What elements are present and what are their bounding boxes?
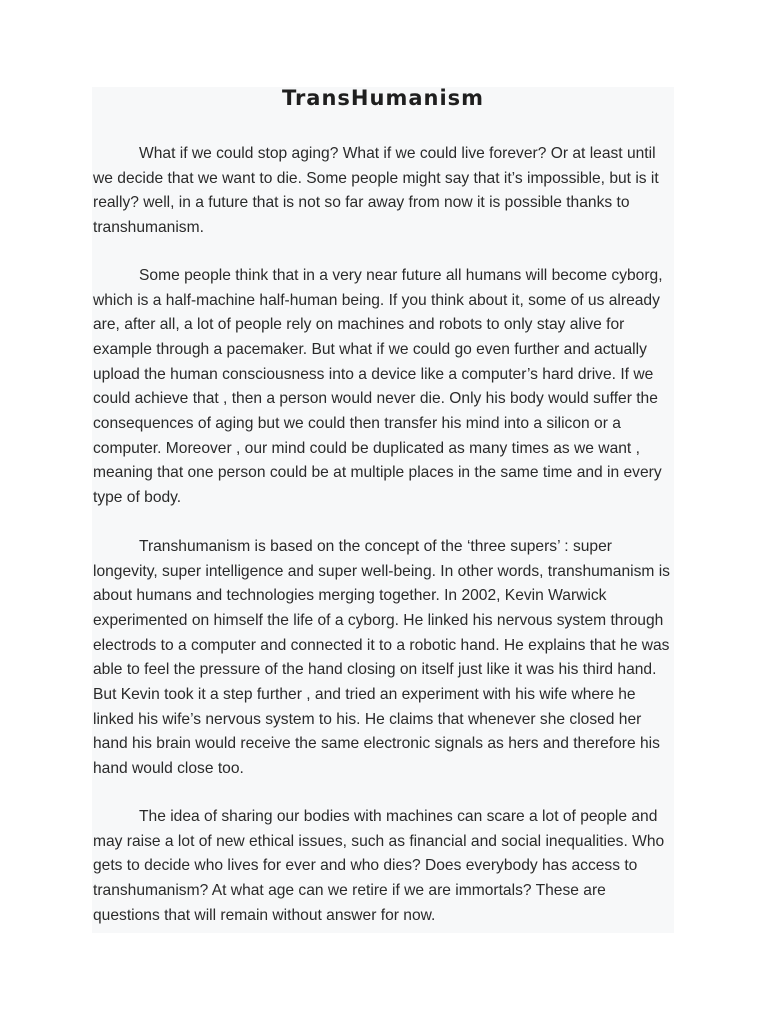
paragraph-3: Transhumanism is based on the concept of the ‘three supers’ : super longevity, super intelligence and super well-being. In other words, transhumanism is about humans and technologies merging together. In 2002, Kevin Warwick experimented on himself the life of a cyborg. He linked his nervous system through electrods to a computer and connected it to a robotic hand. He explains that he was able to feel the pressure of the hand closing on itself just like it was his third hand. But Kevin took it a step further , and tried an experiment with his wife where he linked his wife’s nervous system to his. He claims that whenever she closed her hand his brain would receive the same electronic signals as hers and therefore his hand would close too. [93,538,670,777]
document-title: TransHumanism [281,86,485,110]
paragraph-2: Some people think that in a very near future all humans will become cyborg, which is a half-machine half-human being. If you think about it, some of us already are, after all, a lot of people rely on machines and robots to only stay alive for example through a pacemaker. But what if we could go even further and actually upload the human consciousness into a device like a computer’s hard drive. If we could achieve that , then a person would never die. Only his body would suffer the consequences of aging but we could then transfer his mind into a silicon or a computer. Moreover , our mind could be duplicated as many times as we want , meaning that one person could be at multiple places in the same time and in every type of body. [93,267,663,506]
paragraph-4: The idea of sharing our bodies with machines can scare a lot of people and may raise a lot of new ethical issues, such as financial and social inequalities. Who gets to decide who lives for ever and who dies? Does everybody has access to transhumanism? At what age can we retire if we are immortals? These are questions that will remain without answer for now. [93,808,665,924]
paragraph-1: What if we could stop aging? What if we could live forever? Or at least until we decide that we want to die. Some people might say that it’s impossible, but is it really? well, in a future that is not so far away from now it is possible thanks to transhumanism. [93,145,659,236]
